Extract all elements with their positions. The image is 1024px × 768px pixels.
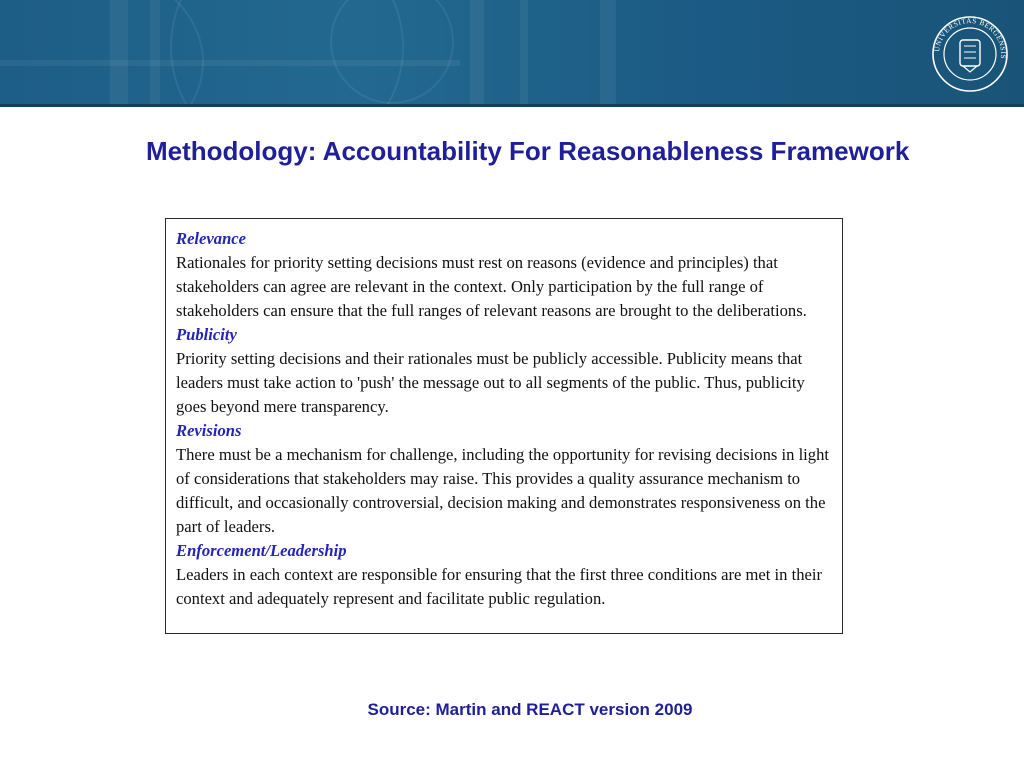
banner-divider: [0, 104, 1024, 107]
section-body: Leaders in each context are responsible for ensuring that the first three conditions are met in their context and adequately represent and facilitate public regulation.: [176, 565, 822, 608]
section-heading: Enforcement/Leadership: [176, 541, 347, 560]
header-banner: [0, 0, 1024, 104]
seal-lettering: UNIVERSITAS BERGENSIS: [933, 16, 1008, 60]
framework-text-box: [165, 218, 843, 634]
section-heading: Publicity: [176, 325, 237, 344]
slide-title: Methodology: Accountability For Reasonableness Framework: [146, 136, 910, 166]
section-body: Rationales for priority setting decisions must rest on reasons (evidence and principles) that stakeholders can agree are relevant in the context. Only participation by the full range of stakeholders can ensure that the full ranges of relevant reasons are brought to the deliberations.: [176, 253, 807, 320]
section-relevance: [176, 227, 832, 323]
section-body: Priority setting decisions and their rationales must be publicly accessible. Publicity means that leaders must take action to 'push' the message out to all segments of the public. Thus, publicity goes beyond mere transparency.: [176, 349, 805, 416]
section-enforcement-leadership: [176, 539, 832, 611]
section-heading: Relevance: [176, 229, 247, 248]
section-body: There must be a mechanism for challenge, including the opportunity for revising decisions in light of considerations that stakeholders may raise. This provides a quality assurance mechanism to difficult, and occasionally controversial, decision making and demonstrates responsiveness on the part of leaders.: [176, 445, 829, 536]
section-heading: Revisions: [176, 421, 242, 440]
university-seal-icon: [930, 14, 1010, 94]
section-revisions: [176, 419, 832, 539]
source-citation: Source: Martin and REACT version 2009: [367, 700, 693, 719]
section-publicity: [176, 323, 832, 419]
